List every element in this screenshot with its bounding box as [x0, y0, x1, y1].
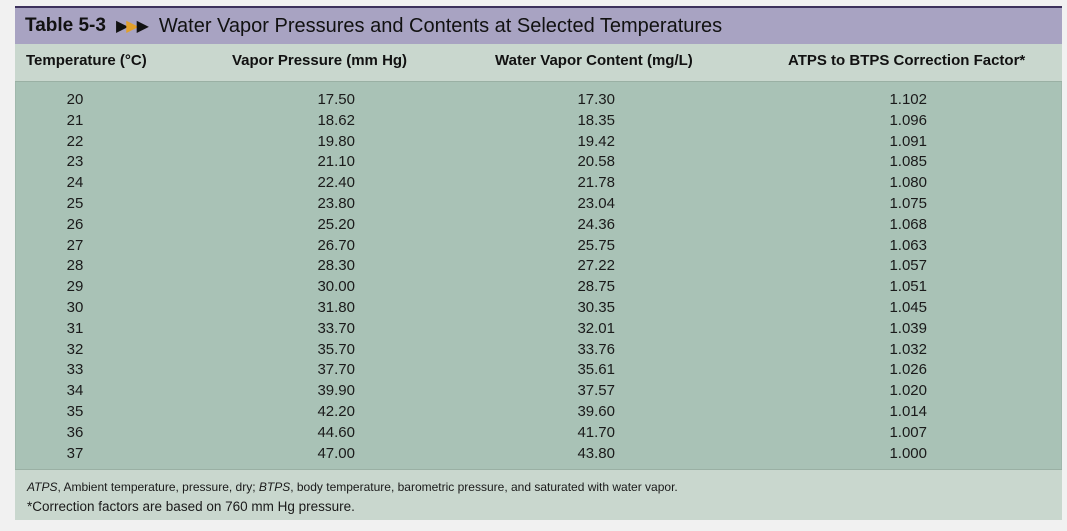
- table-number: Table 5-3: [25, 15, 106, 36]
- cell-correction-factor: 1.075: [889, 194, 927, 212]
- cell-vapor-pressure: 18.62: [317, 111, 355, 129]
- cell-vapor-content: 25.75: [577, 236, 615, 254]
- cell-vapor-content: 27.22: [577, 257, 615, 275]
- cell-correction-factor: 1.007: [889, 423, 927, 441]
- cell-correction-factor: 1.091: [889, 132, 927, 150]
- table-row: [15, 215, 1062, 236]
- cell-correction-factor: 1.057: [889, 257, 927, 275]
- cell-vapor-pressure: 26.70: [317, 236, 355, 254]
- cell-vapor-content: 17.30: [577, 91, 615, 108]
- cell-vapor-pressure: 33.70: [317, 319, 355, 337]
- cell-temperature: 26: [66, 215, 84, 233]
- table-row: [15, 423, 1062, 444]
- cell-correction-factor: 1.045: [889, 298, 927, 316]
- cell-temperature: 28: [66, 257, 84, 275]
- cell-temperature: 20: [66, 91, 84, 108]
- table-row: [15, 256, 1062, 277]
- cell-vapor-content: 19.42: [577, 132, 615, 150]
- table-row: [15, 173, 1062, 194]
- cell-vapor-pressure: 31.80: [317, 298, 355, 316]
- cell-correction-factor: 1.000: [889, 444, 927, 462]
- table-row: [15, 90, 1062, 111]
- cell-vapor-pressure: 44.60: [317, 423, 355, 441]
- table-row: [15, 111, 1062, 132]
- cell-vapor-pressure: 19.80: [317, 132, 355, 150]
- cell-vapor-pressure: 39.90: [317, 382, 355, 400]
- header-vapor-pressure: Vapor Pressure (mm Hg): [232, 52, 408, 69]
- cell-vapor-pressure: 25.20: [317, 215, 355, 233]
- cell-correction-factor: 1.102: [889, 91, 927, 108]
- correction-footnote: *Correction factors are based on 760 mm Hg pressure.: [27, 499, 355, 514]
- table-row: [15, 340, 1062, 361]
- table-header-row: [15, 44, 1062, 82]
- table-row: [15, 319, 1062, 340]
- table-row: [15, 132, 1062, 153]
- cell-temperature: 33: [66, 361, 84, 379]
- cell-vapor-pressure: 22.40: [317, 174, 355, 192]
- cell-vapor-content: 21.78: [577, 174, 615, 192]
- abbreviation-footnote: [27, 480, 678, 494]
- cell-correction-factor: 1.080: [889, 174, 927, 192]
- table-row: [15, 194, 1062, 215]
- cell-vapor-content: 37.57: [577, 382, 615, 400]
- btps-definition: , body temperature, barometric pressure, and saturated with water vapor.: [290, 480, 678, 494]
- cell-correction-factor: 1.068: [889, 215, 927, 233]
- cell-temperature: 25: [66, 194, 84, 212]
- table-row: [15, 402, 1062, 423]
- cell-vapor-content: 18.35: [577, 111, 615, 129]
- cell-vapor-content: 32.01: [577, 319, 615, 337]
- cell-temperature: 22: [66, 132, 84, 150]
- btps-term: BTPS: [258, 480, 291, 494]
- triple-arrow-icon: ▶▶▶: [115, 18, 147, 35]
- cell-vapor-content: 43.80: [577, 444, 615, 462]
- water-vapor-table: [15, 6, 1062, 520]
- table-body: [15, 90, 1062, 464]
- cell-temperature: 29: [66, 278, 84, 296]
- table-title-bar: [15, 6, 1062, 44]
- cell-correction-factor: 1.020: [889, 382, 927, 400]
- table-row: [15, 381, 1062, 402]
- cell-temperature: 23: [66, 153, 84, 171]
- cell-temperature: 32: [66, 340, 84, 358]
- cell-correction-factor: 1.014: [889, 402, 927, 420]
- atps-definition: , Ambient temperature, pressure, dry;: [57, 480, 259, 494]
- cell-vapor-content: 23.04: [577, 194, 615, 212]
- cell-vapor-pressure: 42.20: [317, 402, 355, 420]
- cell-vapor-content: 39.60: [577, 402, 615, 420]
- cell-vapor-content: 30.35: [577, 298, 615, 316]
- cell-vapor-content: 35.61: [577, 361, 615, 379]
- cell-temperature: 21: [66, 111, 84, 129]
- cell-temperature: 30: [66, 298, 84, 316]
- cell-vapor-content: 28.75: [577, 278, 615, 296]
- cell-vapor-pressure: 17.50: [317, 91, 355, 108]
- cell-vapor-content: 24.36: [577, 215, 615, 233]
- cell-correction-factor: 1.051: [889, 278, 927, 296]
- cell-vapor-pressure: 35.70: [317, 340, 355, 358]
- cell-temperature: 35: [66, 402, 84, 420]
- cell-temperature: 36: [66, 423, 84, 441]
- cell-temperature: 24: [66, 174, 84, 192]
- cell-correction-factor: 1.039: [889, 319, 927, 337]
- header-correction-factor: ATPS to BTPS Correction Factor*: [788, 52, 1026, 69]
- cell-correction-factor: 1.026: [889, 361, 927, 379]
- cell-correction-factor: 1.096: [889, 111, 927, 129]
- cell-vapor-content: 41.70: [577, 423, 615, 441]
- atps-term: ATPS: [27, 480, 58, 494]
- table-row: [15, 360, 1062, 381]
- table-row: [15, 444, 1062, 465]
- cell-vapor-content: 20.58: [577, 153, 615, 171]
- cell-vapor-pressure: 23.80: [317, 194, 355, 212]
- cell-temperature: 37: [66, 444, 84, 462]
- table-footnotes: [15, 469, 1062, 520]
- cell-correction-factor: 1.085: [889, 153, 927, 171]
- table-row: [15, 298, 1062, 319]
- header-vapor-content: Water Vapor Content (mg/L): [495, 52, 693, 69]
- cell-vapor-pressure: 21.10: [317, 153, 355, 171]
- cell-temperature: 34: [66, 382, 84, 400]
- cell-vapor-pressure: 28.30: [317, 257, 355, 275]
- table-row: [15, 277, 1062, 298]
- table-row: [15, 236, 1062, 257]
- cell-temperature: 27: [66, 236, 84, 254]
- cell-correction-factor: 1.032: [889, 340, 927, 358]
- cell-vapor-pressure: 37.70: [317, 361, 355, 379]
- table-title: Water Vapor Pressures and Contents at Selected Temperatures: [158, 14, 723, 37]
- header-temperature: Temperature (°C): [26, 52, 147, 69]
- cell-vapor-pressure: 47.00: [317, 444, 355, 462]
- cell-correction-factor: 1.063: [889, 236, 927, 254]
- table-row: [15, 152, 1062, 173]
- cell-vapor-content: 33.76: [577, 340, 615, 358]
- cell-temperature: 31: [66, 319, 84, 337]
- cell-vapor-pressure: 30.00: [317, 278, 355, 296]
